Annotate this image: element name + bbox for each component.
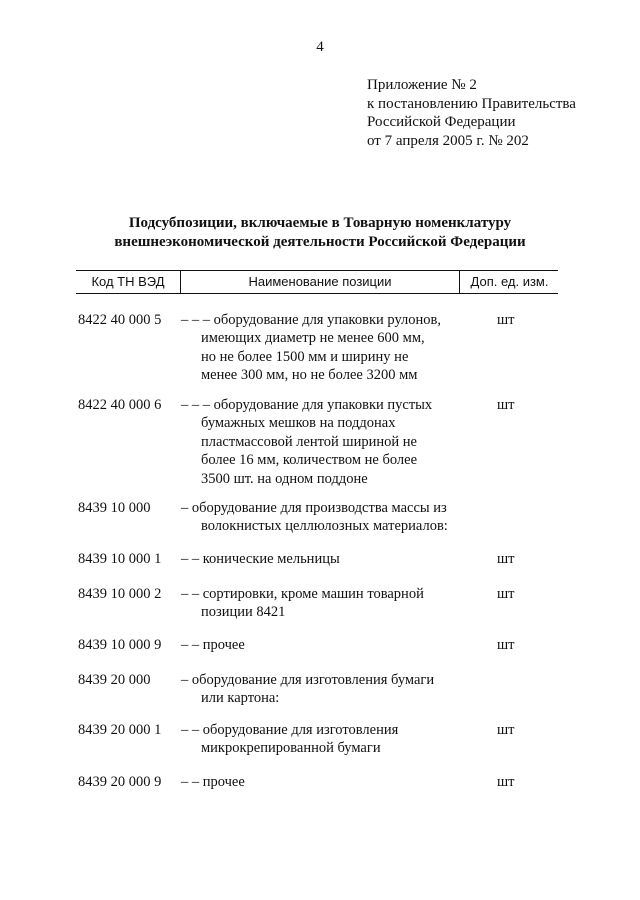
header-name: Наименование позиции — [181, 271, 460, 293]
description-line: имеющих диаметр не менее 600 мм, — [201, 330, 425, 347]
description-line: – – – оборудование для упаковки рулонов, — [181, 312, 442, 328]
row-unit: шт — [497, 637, 515, 653]
appendix-line: к постановлению Правительства — [367, 95, 576, 112]
description-line: бумажных мешков на поддонах — [201, 415, 396, 432]
table-header — [76, 270, 558, 294]
description-line: – – прочее — [181, 637, 245, 653]
row-unit: шт — [497, 774, 515, 790]
description-line: пластмассовой лентой шириной не — [201, 433, 417, 450]
title-line: внешнеэкономической деятельности Российской Федерации — [114, 234, 526, 250]
description-line: – – сортировки, кроме машин товарной — [181, 586, 424, 602]
description-line: волокнистых целлюлозных материалов: — [201, 518, 448, 535]
description-line: или картона: — [201, 690, 280, 707]
document-title — [0, 214, 640, 252]
row-unit: шт — [497, 586, 515, 602]
page-number: 4 — [316, 39, 324, 55]
row-unit: шт — [497, 722, 515, 738]
row-code: 8439 10 000 — [78, 500, 151, 516]
row-description — [181, 773, 481, 791]
row-code: 8422 40 000 5 — [78, 312, 162, 328]
row-description — [181, 396, 481, 488]
row-code: 8439 20 000 9 — [78, 774, 162, 790]
row-unit: шт — [497, 551, 515, 567]
row-code: 8439 20 000 — [78, 672, 151, 688]
description-line: микрокрепированной бумаги — [201, 740, 381, 757]
appendix-line: Приложение № 2 — [367, 77, 477, 93]
row-code: 8439 10 000 9 — [78, 637, 162, 653]
appendix-line: Российской Федерации — [367, 114, 516, 131]
description-line: 3500 шт. на одном поддоне — [201, 470, 368, 487]
row-description — [181, 550, 481, 568]
header-unit: Доп. ед. изм. — [470, 274, 549, 289]
description-line: – – – оборудование для упаковки пустых — [181, 397, 433, 413]
row-unit: шт — [497, 312, 515, 328]
row-description — [181, 671, 481, 708]
description-line: более 16 мм, количеством не более — [201, 452, 418, 469]
description-line: – – конические мельницы — [181, 551, 340, 567]
description-line: – – прочее — [181, 774, 245, 790]
row-description — [181, 499, 481, 536]
row-code: 8439 10 000 1 — [78, 551, 162, 567]
row-code: 8439 20 000 1 — [78, 722, 162, 738]
description-line: – оборудование для изготовления бумаги — [181, 672, 435, 688]
row-description — [181, 585, 481, 622]
description-line: но не более 1500 мм и ширину не — [201, 348, 409, 365]
row-description — [181, 721, 481, 758]
title-line: Подсубпозиции, включаемые в Товарную номенклатуру — [128, 215, 512, 231]
row-code: 8439 10 000 2 — [78, 586, 162, 602]
description-line: – – оборудование для изготовления — [181, 722, 399, 738]
row-code: 8422 40 000 6 — [78, 397, 162, 413]
description-line: позиции 8421 — [201, 604, 286, 621]
appendix-line: от 7 апреля 2005 г. № 202 — [367, 132, 529, 149]
appendix-block — [367, 76, 576, 150]
description-line: менее 300 мм, но не более 3200 мм — [201, 367, 418, 384]
row-description — [181, 636, 481, 654]
row-description — [181, 311, 481, 385]
row-unit: шт — [497, 397, 515, 413]
description-line: – оборудование для производства массы из — [181, 500, 447, 516]
header-code: Код ТН ВЭД — [76, 271, 181, 293]
